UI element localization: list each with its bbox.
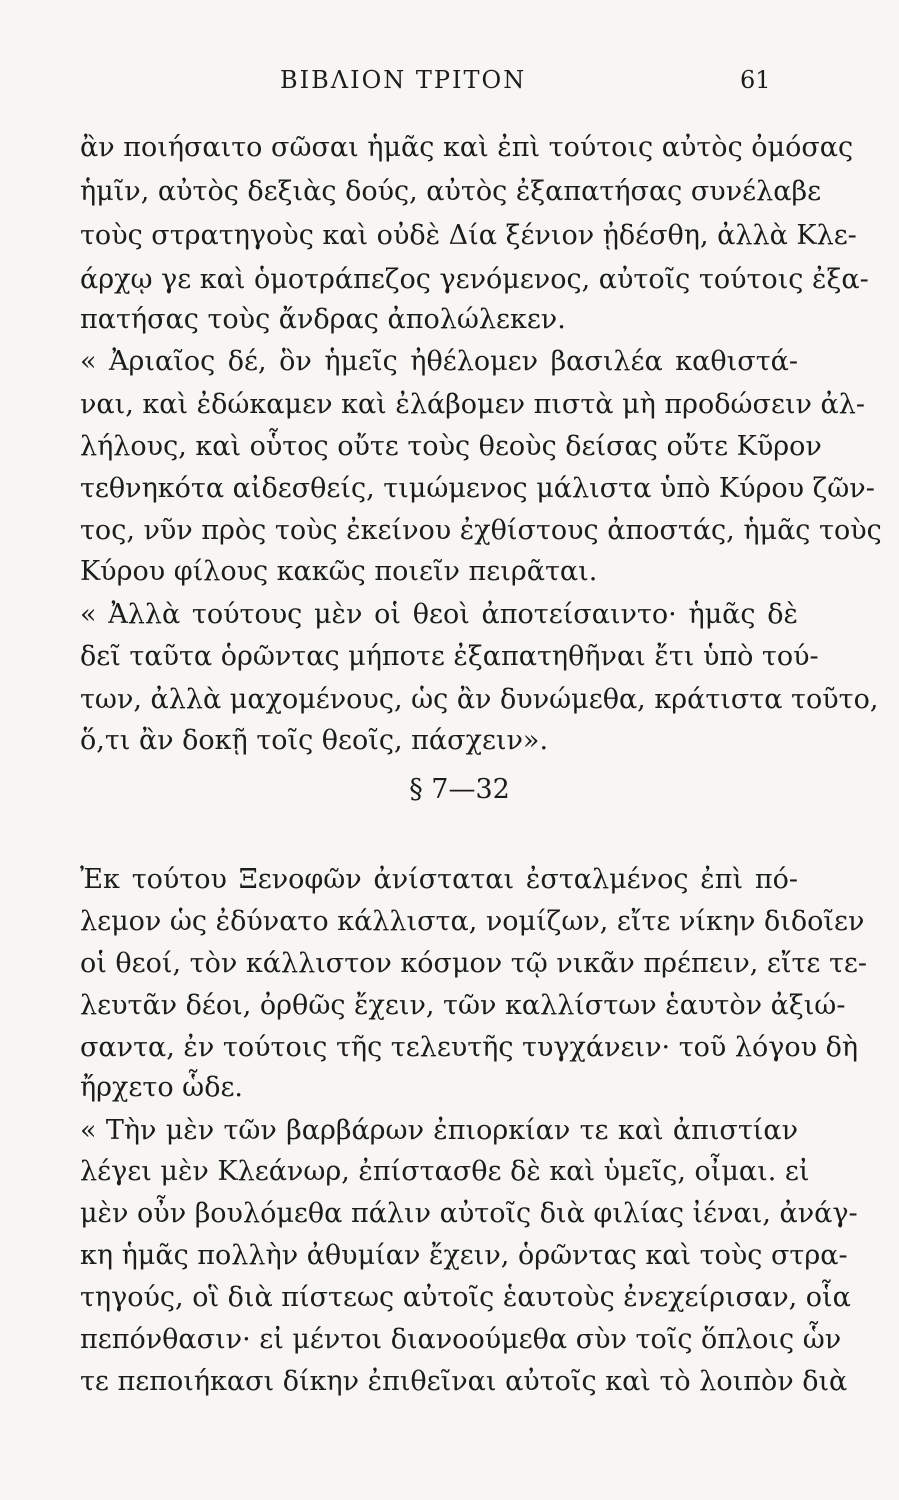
text-line: ἤρχετο ὧδε. bbox=[80, 1072, 244, 1103]
text-line: λήλους, καὶ οὗτος οὔτε τοὺς θεοὺς δείσας οὔτε Κῦρον bbox=[80, 431, 822, 462]
text-line: ἡμῖν, αὐτὸς δεξιὰς δούς, αὐτὸς ἐξαπατήσας συνέλαβε bbox=[80, 176, 822, 207]
paragraph-start-line: « Ἀλλὰ τούτους μὲν οἱ θεοὶ ἀποτείσαιντο· ἡμᾶς δὲ bbox=[80, 599, 798, 630]
text-line: μὲν οὖν βουλόμεθα πάλιν αὐτοῖς διὰ φιλίας ἰέναι, ἀνάγ- bbox=[80, 1198, 858, 1229]
text-line: τεθνηκότα αἰδεσθείς, τιμώμενος μάλιστα ὑπὸ Κύρου ζῶν- bbox=[80, 473, 875, 504]
text-line: οἱ θεοί, τὸν κάλλιστον κόσμον τῷ νικᾶν πρέπειν, εἴτε τε- bbox=[80, 948, 868, 979]
paragraph-start-line: « Τὴν μὲν τῶν βαρβάρων ἐπιορκίαν τε καὶ ἀπιστίαν bbox=[80, 1115, 798, 1146]
paragraph-start-line: « Ἀριαῖος δέ, ὃν ἡμεῖς ἠθέλομεν βασιλέα καθιστά- bbox=[80, 346, 798, 377]
text-line: κη ἡμᾶς πολλὴν ἀθυμίαν ἔχειν, ὁρῶντας καὶ τοὺς στρα- bbox=[80, 1240, 848, 1271]
text-line: ναι, καὶ ἐδώκαμεν καὶ ἐλάβομεν πιστὰ μὴ προδώσειν ἀλ- bbox=[80, 389, 866, 420]
text-line: σαντα, ἐν τούτοις τῆς τελευτῆς τυγχάνειν· τοῦ λόγου δὴ bbox=[80, 1032, 859, 1063]
text-line: τοὺς στρατηγοὺς καὶ οὐδὲ Δία ξένιον ᾐδέσθη, ἀλλὰ Κλε- bbox=[80, 220, 857, 251]
text-line: λέγει μὲν Κλεάνωρ, ἐπίστασθε δὲ καὶ ὑμεῖς, οἶμαι. εἰ bbox=[80, 1156, 810, 1187]
page-number: 61 bbox=[740, 66, 771, 94]
text-line: τος, νῦν πρὸς τοὺς ἐκείνου ἐχθίστους ἀποστάς, ἡμᾶς τοὺς bbox=[80, 515, 882, 546]
text-line: δεῖ ταῦτα ὁρῶντας μήποτε ἐξαπατηθῆναι ἔτι ὑπὸ τού- bbox=[80, 641, 819, 672]
text-line: άρχῳ γε καὶ ὁμοτράπεζος γενόμενος, αὐτοῖς τούτοις ἐξα- bbox=[80, 264, 869, 295]
paragraph-start-line: Ἐκ τούτου Ξενοφῶν ἀνίσταται ἐσταλμένος ἐπὶ πό- bbox=[80, 864, 798, 895]
text-line: τηγούς, οἳ διὰ πίστεως αὐτοῖς ἑαυτοὺς ἐνεχείρισαν, οἷα bbox=[80, 1282, 851, 1313]
running-head bbox=[0, 66, 899, 106]
text-line: ἂν ποιήσαιτο σῶσαι ἡμᾶς καὶ ἐπὶ τούτοις αὐτὸς ὀμόσας bbox=[80, 132, 854, 163]
text-line: λευτᾶν δέοι, ὀρθῶς ἔχειν, τῶν καλλίστων ἑαυτὸν ἀξιώ- bbox=[80, 990, 846, 1021]
running-title: ΒΙΒΛΙΟΝ ΤΡΙΤΟΝ bbox=[280, 66, 527, 94]
text-line: λεμον ὡς ἐδύνατο κάλλιστα, νομίζων, εἴτε νίκην διδοῖεν bbox=[80, 906, 865, 937]
text-line: πεπόνθασιν· εἰ μέντοι διανοούμεθα σὺν τοῖς ὅπλοις ὧν bbox=[80, 1324, 842, 1355]
text-line: Κύρου φίλους κακῶς ποιεῖν πειρᾶται. bbox=[80, 556, 598, 587]
text-line: πατήσας τοὺς ἄνδρας ἀπολώλεκεν. bbox=[80, 304, 566, 335]
text-line: ὅ,τι ἂν δοκῇ τοῖς θεοῖς, πάσχειν». bbox=[80, 725, 549, 756]
text-line: τε πεποιήκασι δίκην ἐπιθεῖναι αὐτοῖς καὶ τὸ λοιπὸν διὰ bbox=[80, 1366, 848, 1397]
section-heading: § 7—32 bbox=[409, 774, 510, 805]
text-line: των, ἀλλὰ μαχομένους, ὡς ἂν δυνώμεθα, κράτιστα τοῦτο, bbox=[80, 684, 879, 715]
